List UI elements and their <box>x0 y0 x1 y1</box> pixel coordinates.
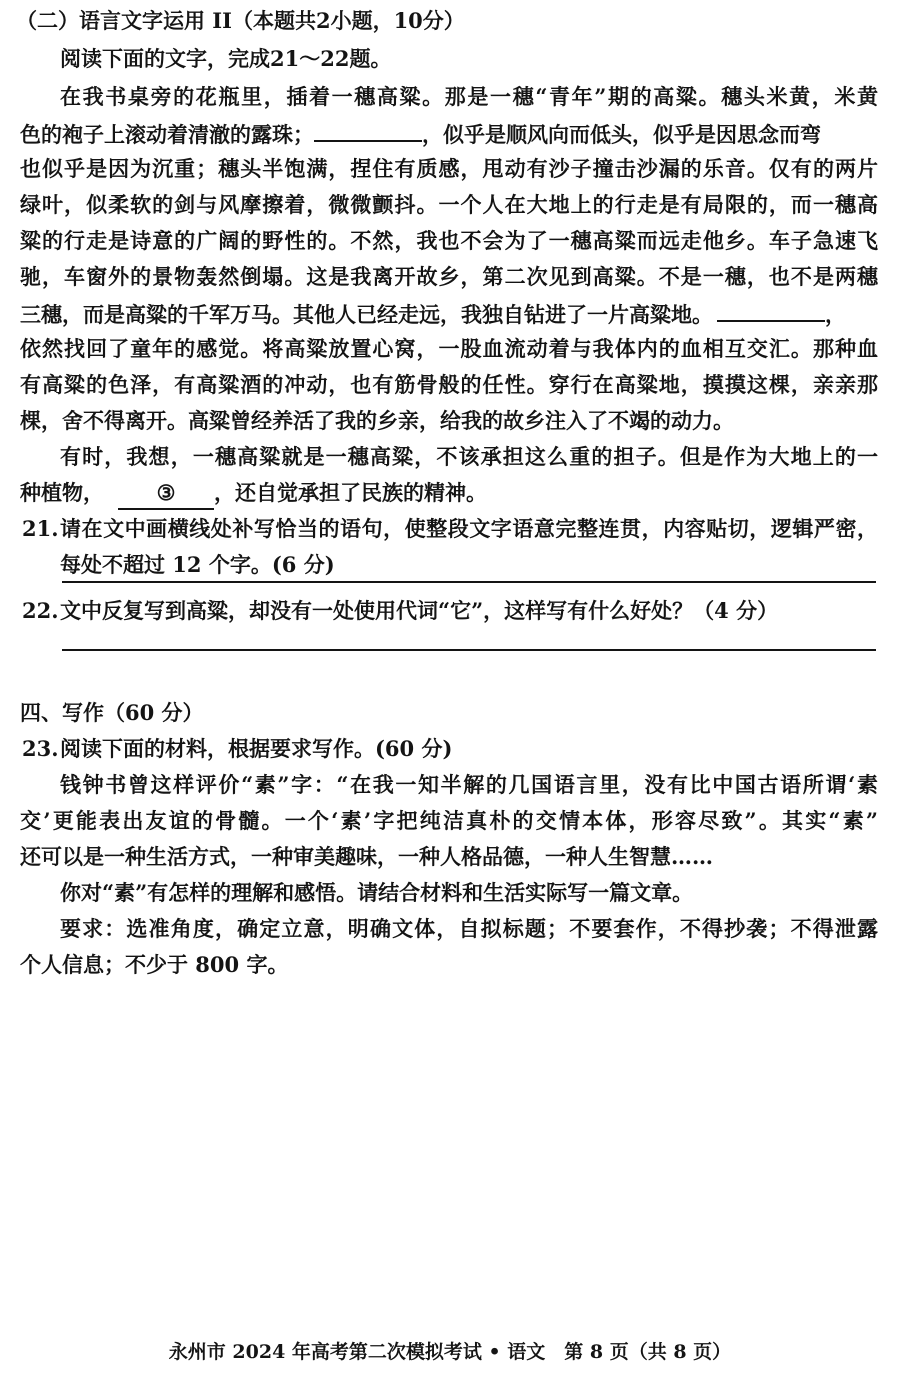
question-text: 文中反复写到高粱，却没有一处使用代词“它”，这样写有什么好处？（4 分） <box>60 598 779 623</box>
fill-blank-2[interactable] <box>717 298 825 322</box>
passage-line <box>20 118 821 150</box>
question-text: 请在文中画横线处补写恰当的语句，使整段文字语意完整连贯，内容贴切，逻辑严密， <box>60 516 878 541</box>
fill-blank-3[interactable]: ③ <box>118 478 214 510</box>
passage-text: ，似乎是顺风向而低头，似乎是因思念而弯 <box>422 122 821 147</box>
passage-line: 绿叶，似柔软的剑与风摩擦着，微微颤抖。一个人在大地上的行走是有局限的，而一穗高 <box>20 192 878 217</box>
question-text: 每处不超过 12 个字。(6 分) <box>60 552 335 577</box>
question-number: 23. <box>22 736 59 761</box>
question-number: 21. <box>22 516 59 541</box>
passage-text: 种植物， <box>20 480 104 505</box>
answer-line[interactable] <box>62 649 876 651</box>
passage-line: 有高粱的色泽，有高粱酒的冲动，也有筋骨般的任性。穿行在高粱地，摸摸这棵，亲亲那 <box>20 372 878 397</box>
passage-line: 粱的行走是诗意的广阔的野性的。不然，我也不会为了一穗高粱而远走他乡。车子急速飞 <box>20 228 878 253</box>
material-line: 钱钟书曾这样评价“素”字：“在我一知半解的几国语言里，没有比中国古语所谓‘素 <box>60 772 878 797</box>
material-line: 还可以是一种生活方式，一种审美趣味，一种人格品德，一种人生智慧…… <box>20 844 713 869</box>
passage-line: 有时，我想，一穗高粱就是一穗高粱，不该承担这么重的担子。但是作为大地上的一 <box>60 444 878 469</box>
section-intro: 阅读下面的文字，完成21～22题。 <box>60 46 392 71</box>
passage-line: 也似乎是因为沉重；穗头半饱满，捏住有质感，甩动有沙子撞击沙漏的乐音。仅有的两片 <box>20 156 878 181</box>
question-number: 22. <box>22 598 59 623</box>
requirement-line: 要求：选准角度，确定立意，明确文体，自拟标题；不要套作，不得抄袭；不得泄露 <box>60 916 878 941</box>
question-text: 阅读下面的材料，根据要求写作。(60 分) <box>60 736 453 761</box>
page-footer: 永州市 2024 年高考第二次模拟考试 • 语文 第 8 页（共 8 页） <box>168 1341 732 1363</box>
passage-line: 在我书桌旁的花瓶里，插着一穗高粱。那是一穗“青年”期的高粱。穗头米黄，米黄 <box>60 84 878 109</box>
passage-line: 棵，舍不得离开。高粱曾经养活了我的乡亲，给我的故乡注入了不竭的动力。 <box>20 408 734 433</box>
section-heading: （二）语言文字运用 II（本题共2小题，10分） <box>16 8 465 33</box>
passage-line: 驰，车窗外的景物轰然倒塌。这是我离开故乡，第二次见到高粱。不是一穗，也不是两穗 <box>20 264 878 289</box>
fill-blank-1[interactable] <box>314 118 422 142</box>
material-line: 你对“素”有怎样的理解和感悟。请结合材料和生活实际写一篇文章。 <box>60 880 694 905</box>
material-line: 交’更能表出友谊的骨髓。一个‘素’字把纯洁真朴的交情本体，形容尽致”。其实“素” <box>20 808 878 833</box>
passage-text: ， <box>825 302 846 327</box>
passage-text: 色的袍子上滚动着清澈的露珠； <box>20 122 314 147</box>
requirement-line: 个人信息；不少于 800 字。 <box>20 952 289 977</box>
passage-line: 依然找回了童年的感觉。将高粱放置心窝，一股血流动着与我体内的血相互交汇。那种血 <box>20 336 878 361</box>
answer-line[interactable] <box>62 581 876 583</box>
passage-line <box>20 298 846 330</box>
passage-line <box>20 478 487 510</box>
section-heading: 四、写作（60 分） <box>20 700 204 725</box>
passage-text: ，还自觉承担了民族的精神。 <box>214 480 487 505</box>
passage-text: 三穗，而是高粱的千军万马。其他人已经走远，我独自钻进了一片高粱地。 <box>20 302 713 327</box>
